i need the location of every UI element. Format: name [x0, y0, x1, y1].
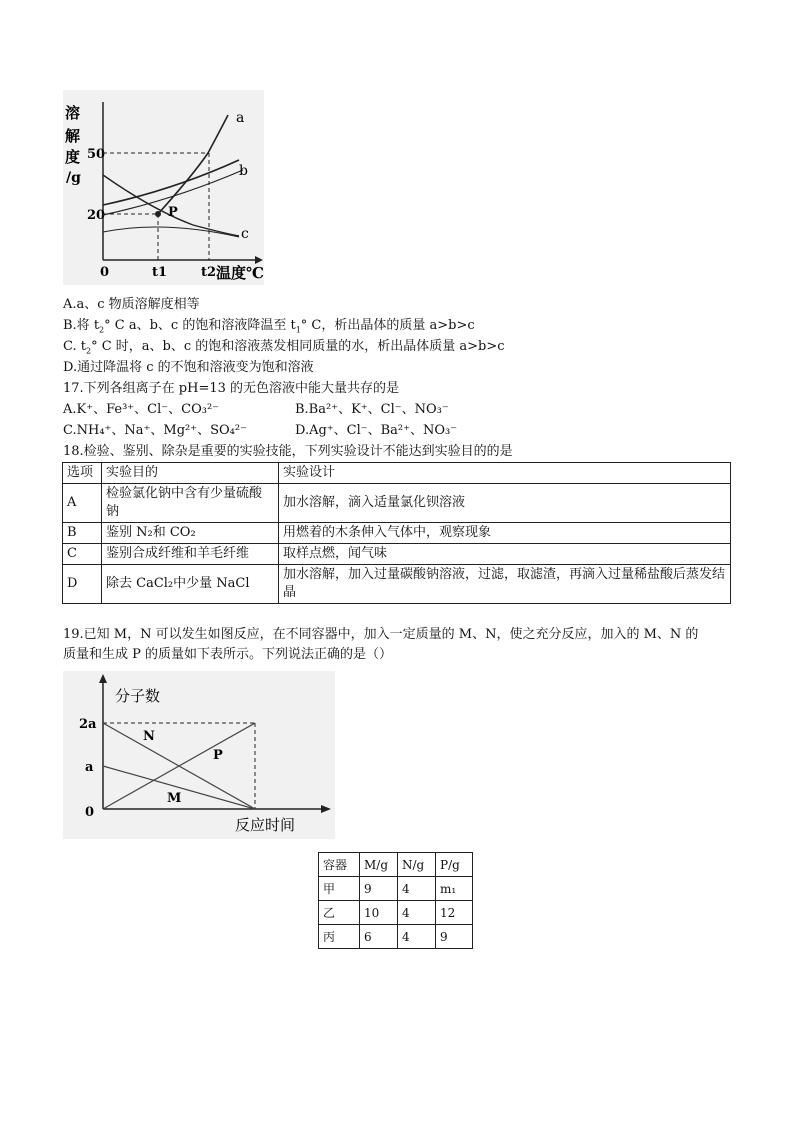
cell-n: 4 — [398, 925, 436, 949]
xtick-t2: t2 — [201, 265, 217, 280]
cell-m: 9 — [360, 877, 398, 901]
row-a-aim: 检验氯化钠中含有少量硫酸钠 — [102, 484, 279, 523]
cell-p: 12 — [436, 901, 473, 925]
label-p: P — [213, 748, 223, 763]
q16-c-text2: ° C 时，a、b、c 的饱和溶液蒸发相同质量的水，析出晶体质量 a>b>c — [91, 339, 505, 354]
q16-option-b — [63, 317, 475, 335]
cell-m: 10 — [360, 901, 398, 925]
cell-container: 甲 — [319, 877, 360, 901]
label-m: M — [167, 791, 182, 806]
q16-b-text2: ° C a、b、c 的饱和溶液降温至 t — [104, 318, 296, 333]
q18-table — [62, 462, 731, 604]
cell-m: 6 — [360, 925, 398, 949]
x-axis-arrow — [321, 805, 331, 813]
q16-b-sub2: 1 — [295, 325, 301, 335]
cell-container: 丙 — [319, 925, 360, 949]
ytick-50: 50 — [87, 147, 106, 162]
q16-c-text1: C. t — [63, 339, 86, 354]
curve-a-steep — [158, 115, 228, 214]
q18-stem: 18.检验、鉴别、除杂是重要的实验技能，下列实验设计不能达到实验目的的是 — [63, 444, 513, 459]
xtick-t1: t1 — [152, 265, 168, 280]
ytick-20: 20 — [87, 208, 106, 223]
table-row — [63, 544, 731, 565]
header-m: M/g — [360, 853, 398, 877]
table-row — [63, 565, 731, 604]
header-design: 实验设计 — [279, 463, 731, 484]
q16-c-sub: 2 — [85, 346, 92, 356]
row-c-option: C — [63, 544, 102, 565]
q19-stem-line2: 质量和生成 P 的质量如下表所示。下列说法正确的是（） — [63, 647, 393, 662]
curve-c-label: c — [241, 226, 249, 242]
reaction-chart-svg — [63, 671, 335, 839]
table-row — [319, 925, 473, 949]
q16-b-sub1: 2 — [99, 325, 105, 335]
ylabel-char-3: 度 — [65, 148, 81, 166]
q17-stem: 17.下列各组离子在 pH=13 的无色溶液中能大量共存的是 — [63, 381, 400, 396]
q16-option-a: A.a、c 物质溶解度相等 — [63, 297, 200, 312]
table-row — [319, 901, 473, 925]
label-n: N — [143, 729, 155, 744]
q16-b-text3: ° C，析出晶体的质量 a>b>c — [300, 318, 475, 333]
table-row — [63, 523, 731, 544]
cell-n: 4 — [398, 901, 436, 925]
cell-p: m₁ — [436, 877, 473, 901]
row-c-aim: 鉴别合成纤维和羊毛纤维 — [102, 544, 279, 565]
ylabel-char-1: 溶 — [65, 104, 81, 122]
curve-b-label: b — [239, 163, 248, 179]
q16-option-d: D.通过降温将 c 的不饱和溶液变为饱和溶液 — [63, 360, 314, 375]
cell-container: 乙 — [319, 901, 360, 925]
row-b-design: 用燃着的木条伸入气体中，观察现象 — [279, 523, 731, 544]
reaction-figure — [63, 671, 335, 839]
ytick-2a: 2a — [79, 717, 97, 732]
q17-option-c: C.NH₄⁺、Na⁺、Mg²⁺、SO₄²⁻ — [63, 423, 247, 438]
ylabel-char-4: /g — [66, 170, 81, 186]
table-header-row — [319, 853, 473, 877]
cell-p: 9 — [436, 925, 473, 949]
q16-option-c — [63, 338, 505, 356]
solubility-figure — [63, 90, 264, 285]
y-axis-label: 分子数 — [115, 687, 161, 705]
point-p-dot — [155, 211, 161, 217]
x-axis-label: 温度℃ — [216, 264, 264, 282]
x-axis-arrow — [255, 256, 263, 264]
table-row — [319, 877, 473, 901]
row-a-option: A — [63, 484, 102, 523]
table-header-row — [63, 463, 731, 484]
y-axis-arrow — [99, 674, 107, 683]
point-p-label: P — [168, 205, 178, 220]
cell-n: 4 — [398, 877, 436, 901]
xtick-0: 0 — [100, 265, 110, 280]
row-b-option: B — [63, 523, 102, 544]
q19-table — [318, 852, 473, 949]
header-option: 选项 — [63, 463, 102, 484]
row-d-aim: 除去 CaCl₂中少量 NaCl — [102, 565, 279, 604]
row-d-option: D — [63, 565, 102, 604]
q17-option-b: B.Ba²⁺、K⁺、Cl⁻、NO₃⁻ — [295, 402, 449, 417]
table-row — [63, 484, 731, 523]
ytick-0: 0 — [85, 805, 95, 820]
row-a-design: 加水溶解，滴入适量氯化钡溶液 — [279, 484, 731, 523]
ylabel-char-2: 解 — [65, 127, 81, 145]
q19-stem-line1: 19.已知 M，N 可以发生如图反应，在不同容器中，加入一定质量的 M、N，使之充分反应，加入的 M、N 的 — [63, 627, 699, 642]
x-axis-label: 反应时间 — [235, 816, 296, 834]
q17-option-d: D.Ag⁺、Cl⁻、Ba²⁺、NO₃⁻ — [295, 423, 458, 438]
header-aim: 实验目的 — [102, 463, 279, 484]
q16-b-text1: B.将 t — [63, 318, 100, 333]
header-n: N/g — [398, 853, 436, 877]
solubility-chart-svg — [63, 90, 264, 285]
curve-a-label: a — [236, 110, 245, 126]
q17-option-a: A.K⁺、Fe³⁺、Cl⁻、CO₃²⁻ — [63, 402, 220, 417]
row-c-design: 取样点燃，闻气味 — [279, 544, 731, 565]
row-b-aim: 鉴别 N₂和 CO₂ — [102, 523, 279, 544]
header-p: P/g — [436, 853, 473, 877]
header-container: 容器 — [319, 853, 360, 877]
row-d-design: 加水溶解，加入过量碳酸钠溶液，过滤，取滤渣，再滴入过量稀盐酸后蒸发结晶 — [279, 565, 731, 604]
ytick-a: a — [85, 760, 94, 775]
